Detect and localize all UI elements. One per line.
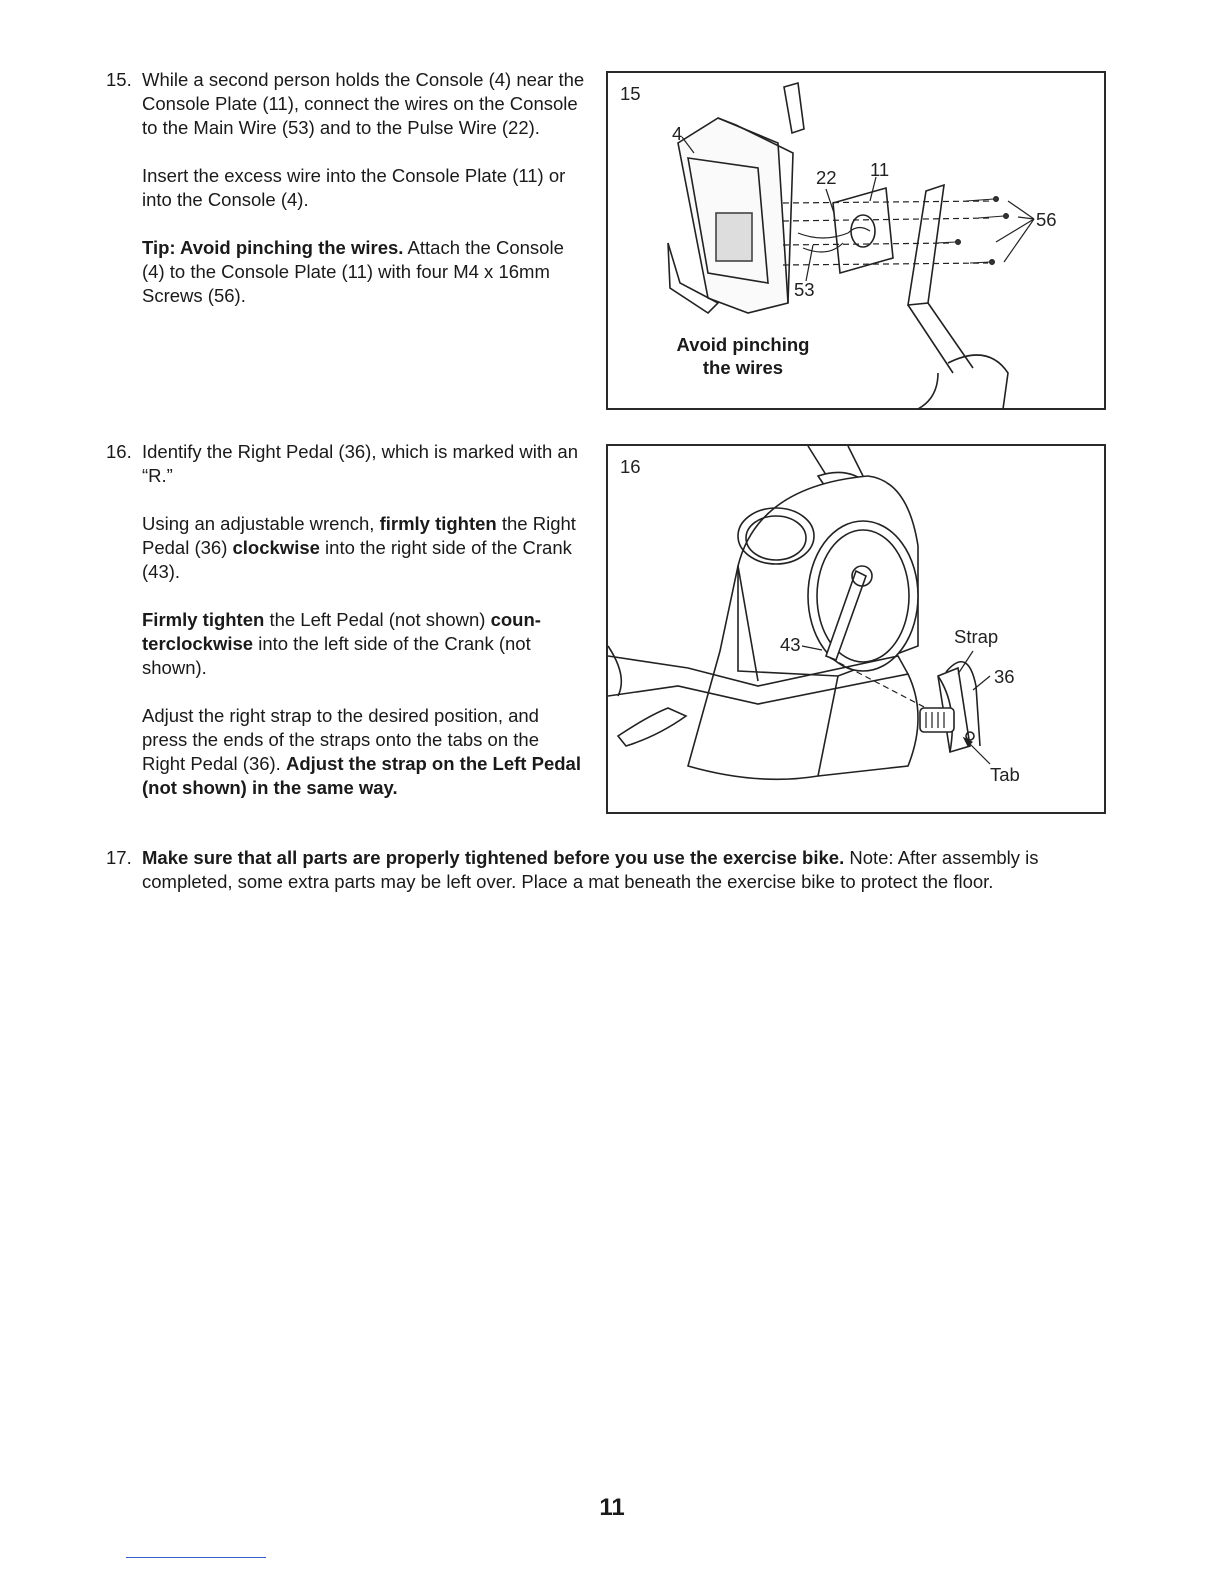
figure-16	[606, 444, 1106, 814]
step-15-text	[106, 68, 586, 332]
callout-22: 22	[816, 167, 837, 188]
callout-36: 36	[994, 666, 1015, 687]
callout-strap: Strap	[954, 626, 999, 647]
callout-56: 56	[1036, 209, 1057, 230]
figure-15	[606, 71, 1106, 410]
figure-15-step-label: 15	[620, 83, 641, 104]
pedal-assembly-illustration	[608, 446, 1108, 816]
step-16-number: 16.	[106, 441, 132, 462]
step-15-paragraph-3: Tip: Avoid pinching the wires. Attach the Console (4) to the Console Plate (11) with four M4 x 16mm Screws (56).	[142, 237, 564, 306]
footer-rule	[126, 1557, 266, 1558]
figure-16-step-label: 16	[620, 456, 641, 477]
step-16-paragraph-1: Identify the Right Pedal (36), which is marked with an “R.”	[142, 441, 578, 486]
step-16-paragraph-2: Using an adjustable wrench, firmly tighten the Right Pedal (36) clockwise into the right side of the Crank (43).	[142, 513, 576, 582]
step-17-note: Note: After assembly is completed, some extra parts may be left over. Place a mat beneath the exercise bike to protect the floor.	[142, 847, 1039, 892]
step-16-paragraph-3: Firmly tighten the Left Pedal (not shown) coun-terclockwise into the left side of the Crank (not shown).	[142, 609, 541, 678]
callout-43: 43	[780, 634, 801, 655]
step-17-number: 17.	[106, 847, 132, 868]
step-16-paragraph-4: Adjust the right strap to the desired position, and press the ends of the straps onto the tabs on the Right Pedal (36). Adjust the strap on the Left Pedal (not shown) in the same way.	[142, 705, 581, 798]
callout-53: 53	[794, 279, 815, 300]
figure-15-note: Avoid pinching the wires	[676, 334, 810, 378]
step-15-paragraph-1: While a second person holds the Console (4) near the Console Plate (11), connect the wires on the Console to the Main Wire (53) and to the Pulse Wire (22).	[142, 69, 585, 138]
step-15-paragraph-2: Insert the excess wire into the Console Plate (11) or into the Console (4).	[142, 165, 566, 210]
step-15-tip: Tip: Avoid pinching the wires.	[142, 237, 404, 258]
step-17-warning: Make sure that all parts are properly tightened before you use the exercise bike.	[142, 847, 845, 868]
step-17-text	[106, 846, 1116, 894]
step-15-number: 15.	[106, 69, 132, 90]
callout-11: 11	[870, 159, 890, 180]
callout-tab: Tab	[990, 764, 1020, 785]
step-16-text	[106, 440, 586, 824]
page-number: 11	[599, 1494, 625, 1521]
callout-4: 4	[672, 123, 683, 144]
